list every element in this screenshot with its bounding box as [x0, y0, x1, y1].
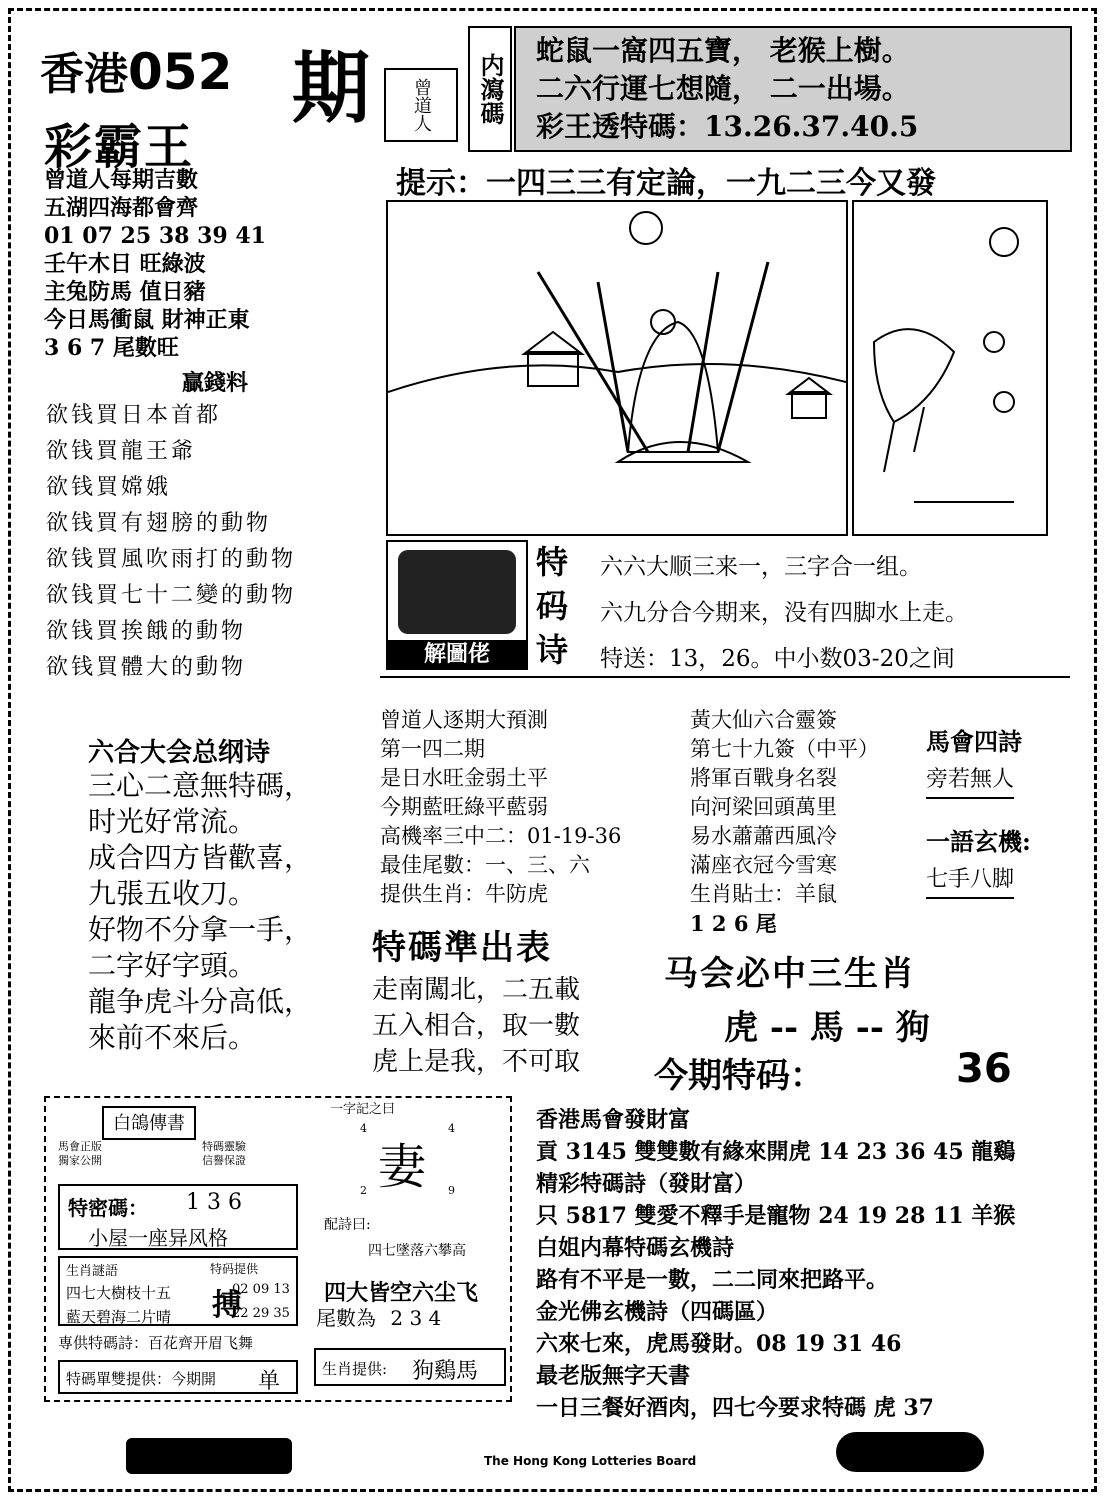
huang-line: 黃大仙六合靈簽	[690, 708, 837, 732]
special-table-line: 走南闖北，二五載	[372, 975, 581, 1005]
hand-icon	[398, 550, 516, 634]
pigeon-note-left	[58, 1140, 102, 1168]
pigeon-note-right	[202, 1140, 246, 1168]
single-double-box	[58, 1360, 298, 1394]
info-line: 曾道人每期吉數	[44, 167, 199, 193]
must-win-title: 马会必中三生肖	[664, 954, 916, 994]
side-label: 内瀉碼	[468, 26, 512, 152]
tail-value: 2 3 4	[390, 1306, 442, 1330]
label-char: 码	[536, 587, 569, 625]
prediction-block	[380, 706, 621, 909]
illustration-horse	[852, 200, 1048, 536]
info-line: 五湖四海都會齊	[44, 195, 199, 221]
six-poem-line: 成合四方皆歡喜，	[88, 841, 313, 874]
header-verses	[514, 26, 1072, 152]
info-line: 壬午木日 旺綠波	[44, 251, 206, 277]
huang-line: 第七十九簽（中平）	[690, 737, 879, 761]
issue-number: 052	[128, 43, 233, 101]
mystery-title: 一語玄機:	[926, 827, 1031, 856]
six-poem-line: 好物不分拿一手，	[88, 913, 313, 946]
six-poem-title: 六合大会总纲诗	[88, 738, 271, 768]
brand-label: 香港	[40, 49, 128, 100]
info-line: 今日馬衝鼠 財神正東	[44, 307, 250, 333]
corner-num: 2	[360, 1184, 367, 1197]
fortune-line: 只 5817 雙愛不釋手是寵物 24 19 28 11 羊猴	[536, 1203, 1016, 1229]
horse-illustration	[854, 202, 1046, 534]
corner-num: 4	[360, 1122, 367, 1135]
huang-block	[690, 706, 879, 938]
today-label: 今期特码：	[654, 1056, 824, 1096]
fortune-line: 路有不平是一數，二二同來把路平。	[536, 1267, 889, 1293]
riddle-box	[58, 1256, 298, 1326]
label-char: 诗	[536, 631, 569, 669]
six-poem-line: 來前不來后。	[88, 1021, 257, 1054]
money-item: 欲钱買嫦娥	[46, 475, 172, 500]
fortune-line: 香港馬會發財富	[536, 1107, 691, 1133]
special-poem-line: 特送：13，26。中小数03-20之间	[600, 646, 955, 672]
prediction-line: 曾道人逐期大預測	[380, 708, 548, 732]
fortune-line: 六來七來，虎馬發財。08 19 31 46	[536, 1331, 902, 1357]
poem-label: 配詩曰:	[324, 1217, 371, 1233]
huang-line: 生肖貼士：羊鼠	[690, 882, 837, 906]
secret-line: 小屋一座异风格	[88, 1226, 228, 1250]
fortune-line: 一日三餐好酒肉，四七今要求特碼 虎 37	[536, 1395, 934, 1421]
prediction-line: 提供生肖：牛防虎	[380, 882, 548, 906]
fortune-block	[536, 1104, 1015, 1424]
horse-poem-value: 旁若無人	[926, 762, 1014, 799]
money-item: 欲钱買日本首都	[46, 403, 222, 428]
provide-line: 専供特碼詩：百花齊开眉飞舞	[58, 1334, 254, 1352]
special-table-line: 虎上是我，不可取	[372, 1047, 581, 1077]
money-item: 欲钱買挨餓的動物	[46, 619, 247, 644]
word-char: 妻	[378, 1139, 427, 1195]
special-poem-lines	[600, 544, 968, 682]
tk-label: 特码提供	[210, 1262, 259, 1276]
money-title: 贏錢料	[182, 370, 249, 396]
zodiac-box	[314, 1348, 506, 1386]
word-stamp: 四大皆空六尘飞	[324, 1281, 479, 1306]
issue-suffix: 期	[292, 44, 371, 134]
issue-heading	[40, 38, 232, 102]
zodiac-value: 狗鷄馬	[412, 1359, 479, 1384]
hint-text: 提示：一四三三有定論，一九二三今又發	[396, 166, 936, 201]
six-poem-line: 三心二意無特碼，	[88, 769, 313, 802]
special-table-line: 五入相合，取一數	[372, 1011, 581, 1041]
secret-value: 1 3 6	[186, 1190, 242, 1215]
fortune-line: 最老版無字天書	[536, 1363, 691, 1389]
corner-num: 9	[448, 1184, 455, 1197]
huang-line: 向河梁回頭萬里	[690, 795, 837, 819]
single-value: 单	[258, 1369, 281, 1394]
landscape-illustration	[388, 202, 846, 534]
huang-line: 將軍百戰身名裂	[690, 766, 837, 790]
huang-line: 1 2 6 尾	[690, 911, 777, 936]
section-divider	[380, 676, 1070, 678]
secret-code-box	[58, 1184, 298, 1250]
prediction-line: 是日水旺金弱土平	[380, 766, 548, 790]
six-poem-line: 九張五收刀。	[88, 877, 257, 910]
money-item: 欲钱買體大的動物	[46, 655, 247, 680]
six-poem-line: 二字好字頭。	[88, 949, 257, 982]
corner-num: 4	[448, 1122, 455, 1135]
label-char: 特	[536, 543, 569, 581]
fortune-line: 精彩特碼詩（發財富）	[536, 1171, 757, 1197]
riddle-line: 四七大樹枝十五	[66, 1284, 172, 1302]
fortune-line: 金光佛玄機詩（四碼區）	[536, 1299, 779, 1325]
prediction-line: 今期藍旺綠平藍弱	[380, 795, 548, 819]
single-label: 特碼單雙提供：今期開	[66, 1370, 217, 1388]
word-title: 一字記之曰	[330, 1102, 396, 1117]
tk-nums: 02 09 13	[232, 1282, 290, 1297]
footer-logo-left	[126, 1438, 292, 1474]
money-list	[46, 398, 296, 686]
horse-poem-title: 馬會四詩	[926, 727, 1022, 756]
note-line: 特碼靈驗	[202, 1140, 246, 1153]
special-poem-label	[536, 540, 568, 672]
note-line: 獨家公開	[58, 1154, 102, 1167]
money-item: 欲钱買有翅膀的動物	[46, 511, 272, 536]
six-poem-lines	[88, 768, 312, 1056]
special-table-lines	[372, 972, 580, 1080]
huang-line: 滿座衣冠今雪寒	[690, 853, 837, 877]
prediction-line: 第一四二期	[380, 737, 485, 761]
seal-stamp	[384, 68, 458, 142]
special-poem-line: 六六大顺三来一，三字合一组。	[600, 554, 922, 580]
six-poem-line: 时光好常流。	[88, 805, 257, 838]
daily-info	[44, 166, 266, 362]
must-win-animals: 虎 -- 馬 -- 狗	[724, 1008, 930, 1048]
verse-line: 蛇鼠一窩四五寶， 老猴上樹。	[536, 34, 910, 67]
verse-line: 二六行運七想隨， 二一出場。	[536, 72, 910, 105]
note-line: 信譽保證	[202, 1154, 246, 1167]
fortune-line: 白姐内幕特碼玄機詩	[536, 1235, 735, 1261]
badge-label: 解圖佬	[388, 640, 526, 670]
today-value: 36	[956, 1046, 1012, 1092]
pigeon-title: 白鴿傳書	[102, 1106, 196, 1140]
info-line: 01 07 25 38 39 41	[44, 223, 266, 249]
page-title: 彩霸王	[44, 119, 195, 175]
tail-label: 尾數為	[316, 1306, 376, 1330]
note-line: 馬會正版	[58, 1140, 102, 1153]
money-item: 欲钱買七十二變的動物	[46, 583, 297, 608]
illustration-scene	[386, 200, 848, 536]
zodiac-label: 生肖提供:	[322, 1360, 388, 1378]
money-item: 欲钱買龍王爺	[46, 439, 197, 464]
verse-line: 彩王透特碼：13.26.37.40.5	[536, 110, 919, 143]
tk-nums: 22 29 35	[232, 1306, 290, 1321]
riddle-label: 生肖謎語	[66, 1264, 119, 1279]
footer-caption: The Hong Kong Lotteries Board	[484, 1454, 697, 1468]
info-line: 主兔防馬 值日豬	[44, 279, 206, 305]
footer-logo-right	[836, 1432, 984, 1472]
badge-panel	[386, 540, 528, 670]
seal-text: 曾道人	[411, 78, 432, 132]
riddle-line: 藍天碧海二片晴	[66, 1308, 172, 1326]
prediction-line: 最佳尾數：一、三、六	[380, 853, 590, 877]
money-item: 欲钱買風吹雨打的動物	[46, 547, 297, 572]
mystery-value: 七手八脚	[926, 862, 1014, 899]
tail-block	[316, 1302, 441, 1331]
huang-line: 易水蕭蕭西風冷	[690, 824, 837, 848]
tk-big: 搏	[212, 1288, 242, 1323]
six-poem-line: 龍争虎斗分高低，	[88, 985, 313, 1018]
prediction-line: 高機率三中二：01-19-36	[380, 824, 622, 848]
secret-label: 特密碼：	[68, 1196, 148, 1220]
fortune-line: 貢 3145 雙雙數有緣來開虎 14 23 36 45 龍鷄	[536, 1139, 1016, 1165]
special-table-title: 特碼準出表	[372, 928, 552, 968]
info-line: 3 6 7 尾數旺	[44, 335, 179, 361]
special-poem-line: 六九分合今期来，没有四脚水上走。	[600, 600, 968, 626]
poem-line: 四七墜落六攀高	[368, 1243, 466, 1259]
